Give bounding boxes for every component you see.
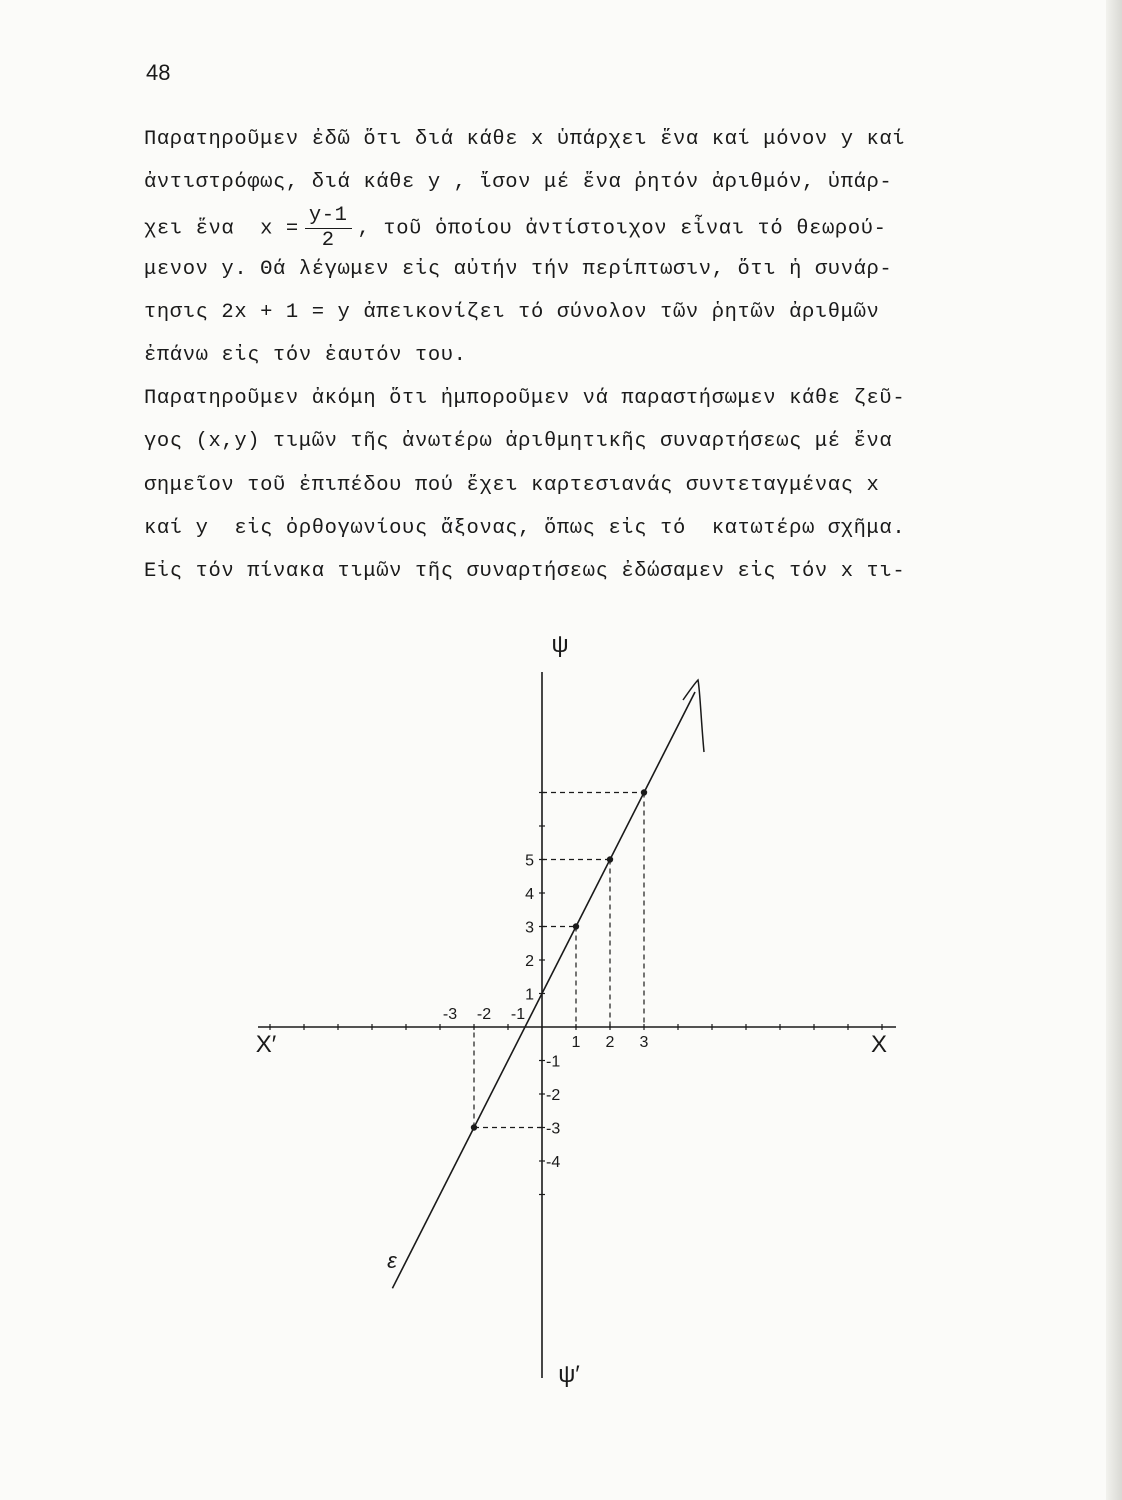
y-tick-label--1: -1	[546, 1053, 561, 1071]
line-label-epsilon: ε	[387, 1248, 397, 1273]
y-tick-label--2: -2	[546, 1087, 561, 1104]
x-tick-label-1: 1	[571, 1034, 581, 1051]
text-line-5: τησις 2x + 1 = y ἀπεικονίζει τό σύνολον τῶν ῥητῶν ἀριθμῶν	[144, 300, 880, 324]
x-tick-label--2: -2	[476, 1006, 492, 1023]
text-line-2: ἀντιστρόφως, διά κάθε y , ἴσον μέ ἕνα ῥητόν ἀριθμόν, ὑπάρ-	[144, 171, 893, 195]
hand-drawn-arrow-icon	[683, 680, 704, 752]
fraction-denominator: 2	[321, 228, 335, 252]
fraction-numerator: y-1	[305, 204, 352, 229]
text-line-7: Παρατηροῦμεν ἀκόμη ὅτι ἠμποροῦμεν νά παραστήσωμεν κάθε ζεῦ-	[144, 387, 906, 411]
text-line-6: ἐπάνω εἰς τόν ἑαυτόν του.	[144, 343, 467, 367]
text-line-1: Παρατηροῦμεν ἐδῶ ὅτι διά κάθε x ὑπάρχει ἕνα καί μόνον y καί	[144, 128, 906, 151]
text-line-3-end: , τοῦ ὁποίου ἀντίστοιχον εἶναι τό θεωρού-	[357, 217, 887, 241]
marked-point-2	[607, 856, 613, 862]
y-tick-label--4: -4	[546, 1154, 561, 1171]
function-line-epsilon	[392, 692, 695, 1288]
text-line-8: γος (x,y) τιμῶν τῆς ἀνωτέρω ἀριθμητικῆς συναρτήσεως μέ ἕνα	[144, 430, 893, 454]
x-tick-label-2: 2	[605, 1034, 615, 1051]
y-tick-label--3: -3	[546, 1120, 561, 1138]
text-line-10: καί y εἰς ὀρθογωνίους ἄξονας, ὅπως εἰς τό κατωτέρω σχῆμα.	[144, 516, 906, 540]
text-line-4: μενον y. Θά λέγωμεν εἰς αὐτήν τήν περίπτωσιν, ὅτι ἡ συνάρ-	[144, 257, 893, 281]
y-tick-label-5: 5	[525, 852, 534, 870]
y-tick-label-2: 2	[525, 953, 534, 970]
y-axis-label-bottom: ψ′	[558, 1361, 580, 1388]
y-tick-label-1: 1	[525, 986, 534, 1004]
x-tick-label--3: -3	[442, 1006, 458, 1023]
x-axis-label-left: X′	[255, 1031, 277, 1058]
y-axis-label-top: ψ	[551, 631, 569, 658]
marked-point-1	[573, 923, 579, 929]
marked-point-3	[641, 789, 647, 795]
marked-point-0	[471, 1124, 477, 1130]
page-number: 48	[146, 60, 171, 85]
x-tick-label--1: -1	[510, 1006, 526, 1023]
x-axis-label-right: X	[870, 1031, 888, 1058]
y-tick-label-3: 3	[525, 919, 534, 937]
text-line-3-start: χει ἕνα x =	[144, 217, 299, 241]
text-line-9: σημεῖον τοῦ ἐπιπέδου πού ἔχει καρτεσιανάς συντεταγμένας x	[144, 473, 880, 497]
text-line-11: Εἰς τόν πίνακα τιμῶν τῆς συναρτήσεως ἐδώσαμεν εἰς τόν x τι-	[144, 559, 906, 583]
x-tick-label-3: 3	[639, 1034, 649, 1051]
y-tick-label-4: 4	[525, 886, 534, 903]
